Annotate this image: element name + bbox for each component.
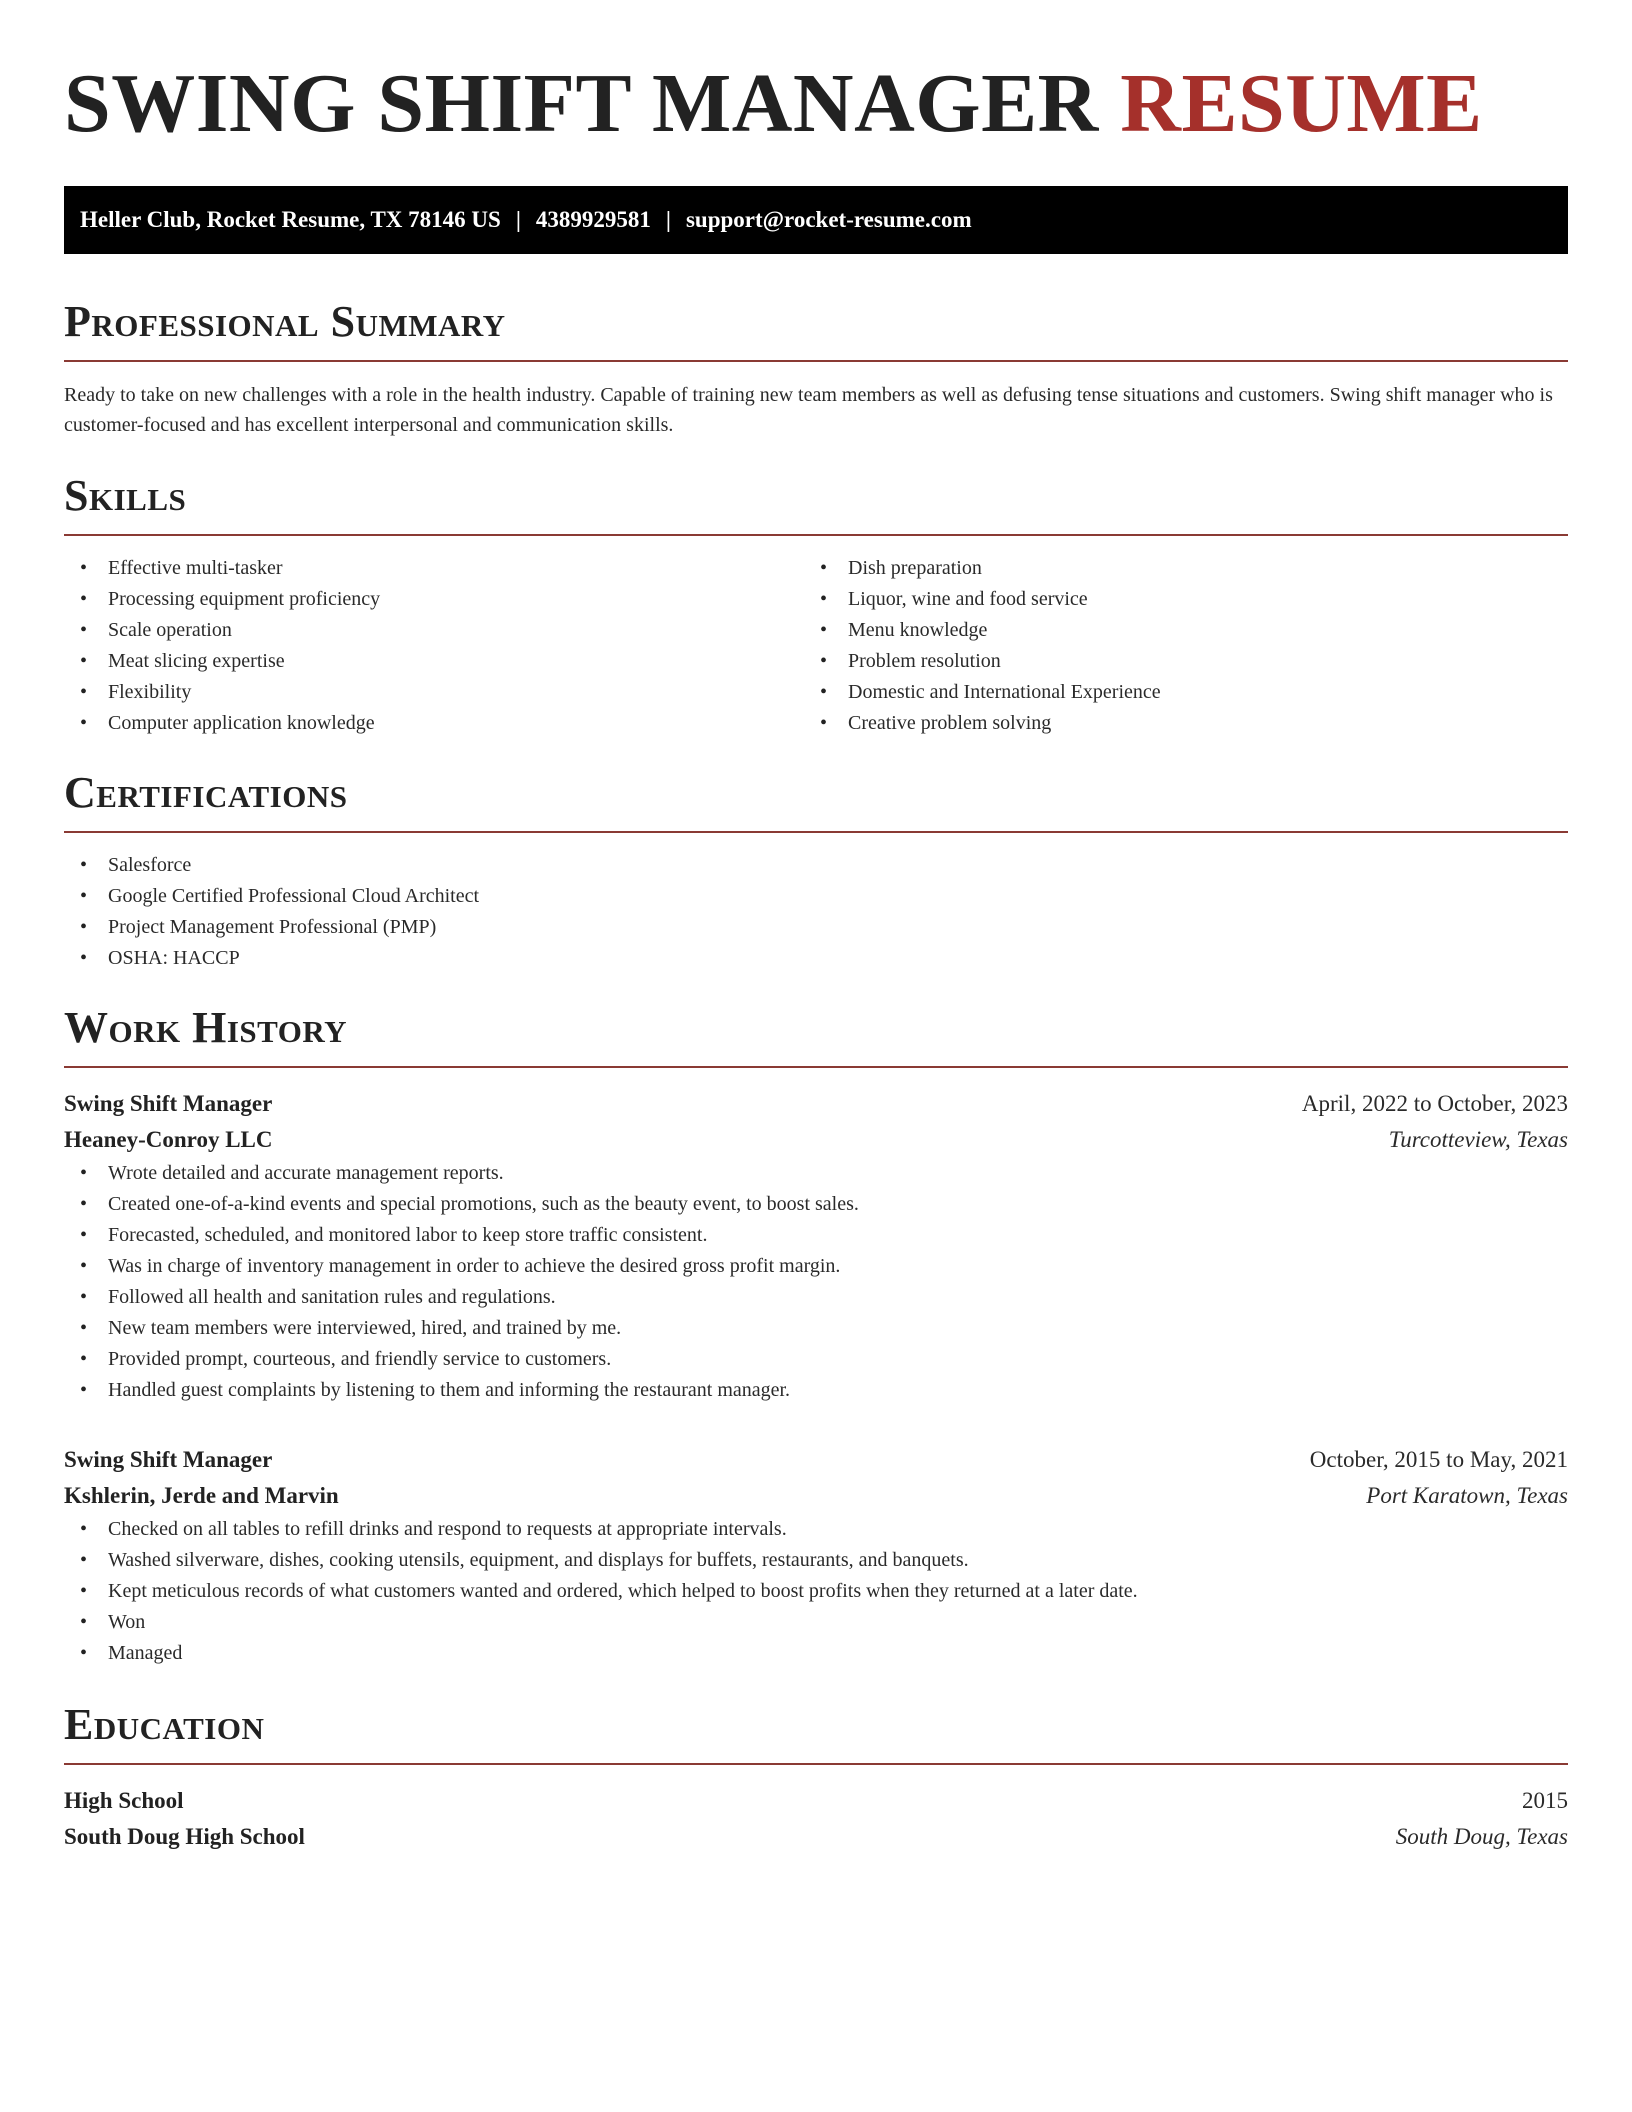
list-item: • Processing equipment proficiency — [64, 584, 804, 615]
job-entry — [64, 1086, 1568, 1406]
summary-text: Ready to take on new challenges with a role in the health industry. Capable of training new team members as well as defusing tense situations and customers. Swing shift manager who is customer-focused and has excellent interpersonal and communication skills. — [64, 384, 1553, 436]
job-entry — [64, 1442, 1568, 1669]
list-item: • Salesforce — [64, 850, 1568, 881]
section-divider — [64, 534, 1568, 536]
list-item: • Washed silverware, dishes, cooking utensils, equipment, and displays for buffets, restaurants, and banquets. — [64, 1545, 1568, 1576]
page-title — [64, 56, 1568, 152]
certifications-section — [64, 767, 1568, 974]
list-item: • Liquor, wine and food service — [804, 584, 1544, 615]
skills-heading: Skills — [64, 471, 187, 520]
list-item: • Menu knowledge — [804, 615, 1544, 646]
list-item: • Was in charge of inventory management in order to achieve the desired gross profit margin. — [64, 1251, 1568, 1282]
education-heading: Education — [64, 1700, 265, 1749]
list-item: • Creative problem solving — [804, 708, 1544, 739]
job-company-row — [64, 1122, 1568, 1158]
list-item: • Forecasted, scheduled, and monitored labor to keep store traffic consistent. — [64, 1220, 1568, 1251]
list-item: • Effective multi-tasker — [64, 553, 804, 584]
list-item: • Project Management Professional (PMP) — [64, 912, 1568, 943]
job-bullets — [64, 1514, 1568, 1669]
list-item: • Kept meticulous records of what customers wanted and ordered, which helped to boost profits when they returned at a later date. — [64, 1576, 1568, 1607]
list-item: • Google Certified Professional Cloud Architect — [64, 881, 1568, 912]
skills-section — [64, 470, 1568, 739]
section-divider — [64, 831, 1568, 833]
education-degree: High School — [64, 1788, 184, 1813]
list-item: • Managed — [64, 1638, 1568, 1669]
job-title: Swing Shift Manager — [64, 1091, 273, 1116]
job-title-row — [64, 1442, 1568, 1478]
summary-heading: Professional Summary — [64, 297, 506, 346]
work-history-heading: Work History — [64, 1003, 348, 1052]
contact-email: support@rocket-resume.com — [685, 207, 972, 232]
skills-left-column — [64, 553, 804, 739]
list-item: • Flexibility — [64, 677, 804, 708]
education-school: South Doug High School — [64, 1824, 305, 1849]
education-section — [64, 1699, 1568, 1855]
job-title-row — [64, 1086, 1568, 1122]
list-item: • Scale operation — [64, 615, 804, 646]
list-item: • Wrote detailed and accurate management reports. — [64, 1158, 1568, 1189]
section-divider — [64, 1763, 1568, 1765]
education-entry — [64, 1783, 1568, 1855]
title-accent: RESUME — [1120, 57, 1483, 150]
contact-separator: | — [515, 207, 521, 232]
job-dates: October, 2015 to May, 2021 — [1309, 1447, 1568, 1472]
section-divider — [64, 360, 1568, 362]
skills-grid — [64, 553, 1568, 739]
list-item: • Domestic and International Experience — [804, 677, 1544, 708]
job-bullets — [64, 1158, 1568, 1406]
section-divider — [64, 1066, 1568, 1068]
job-location: Turcotteview, Texas — [1388, 1127, 1568, 1152]
list-item: • Problem resolution — [804, 646, 1544, 677]
title-main: SWING SHIFT MANAGER — [64, 57, 1099, 150]
contact-phone: 4389929581 — [535, 207, 651, 232]
list-item: • Dish preparation — [804, 553, 1544, 584]
list-item: • OSHA: HACCP — [64, 943, 1568, 974]
list-item: • Followed all health and sanitation rules and regulations. — [64, 1282, 1568, 1313]
contact-separator: | — [665, 207, 671, 232]
list-item: • Computer application knowledge — [64, 708, 804, 739]
list-item: • Checked on all tables to refill drinks and respond to requests at appropriate intervals. — [64, 1514, 1568, 1545]
education-school-row — [64, 1819, 1568, 1855]
work-history-section — [64, 1002, 1568, 1669]
job-company: Kshlerin, Jerde and Marvin — [64, 1483, 339, 1508]
education-degree-row — [64, 1783, 1568, 1819]
list-item: • Won — [64, 1607, 1568, 1638]
job-company: Heaney-Conroy LLC — [64, 1127, 273, 1152]
job-dates: April, 2022 to October, 2023 — [1301, 1091, 1568, 1116]
list-item: • Handled guest complaints by listening to them and informing the restaurant manager. — [64, 1375, 1568, 1406]
list-item: • Provided prompt, courteous, and friendly service to customers. — [64, 1344, 1568, 1375]
certifications-heading: Certifications — [64, 768, 348, 817]
certifications-list — [64, 850, 1568, 974]
list-item: • New team members were interviewed, hired, and trained by me. — [64, 1313, 1568, 1344]
summary-section — [64, 296, 1568, 440]
education-location: South Doug, Texas — [1395, 1824, 1568, 1849]
job-company-row — [64, 1478, 1568, 1514]
contact-bar — [64, 186, 1568, 254]
job-location: Port Karatown, Texas — [1366, 1483, 1568, 1508]
list-item: • Meat slicing expertise — [64, 646, 804, 677]
skills-right-column — [804, 553, 1544, 739]
list-item: • Created one-of-a-kind events and special promotions, such as the beauty event, to boost sales. — [64, 1189, 1568, 1220]
job-title: Swing Shift Manager — [64, 1447, 273, 1472]
contact-address: Heller Club, Rocket Resume, TX 78146 US — [80, 207, 501, 232]
education-year: 2015 — [1522, 1788, 1568, 1813]
